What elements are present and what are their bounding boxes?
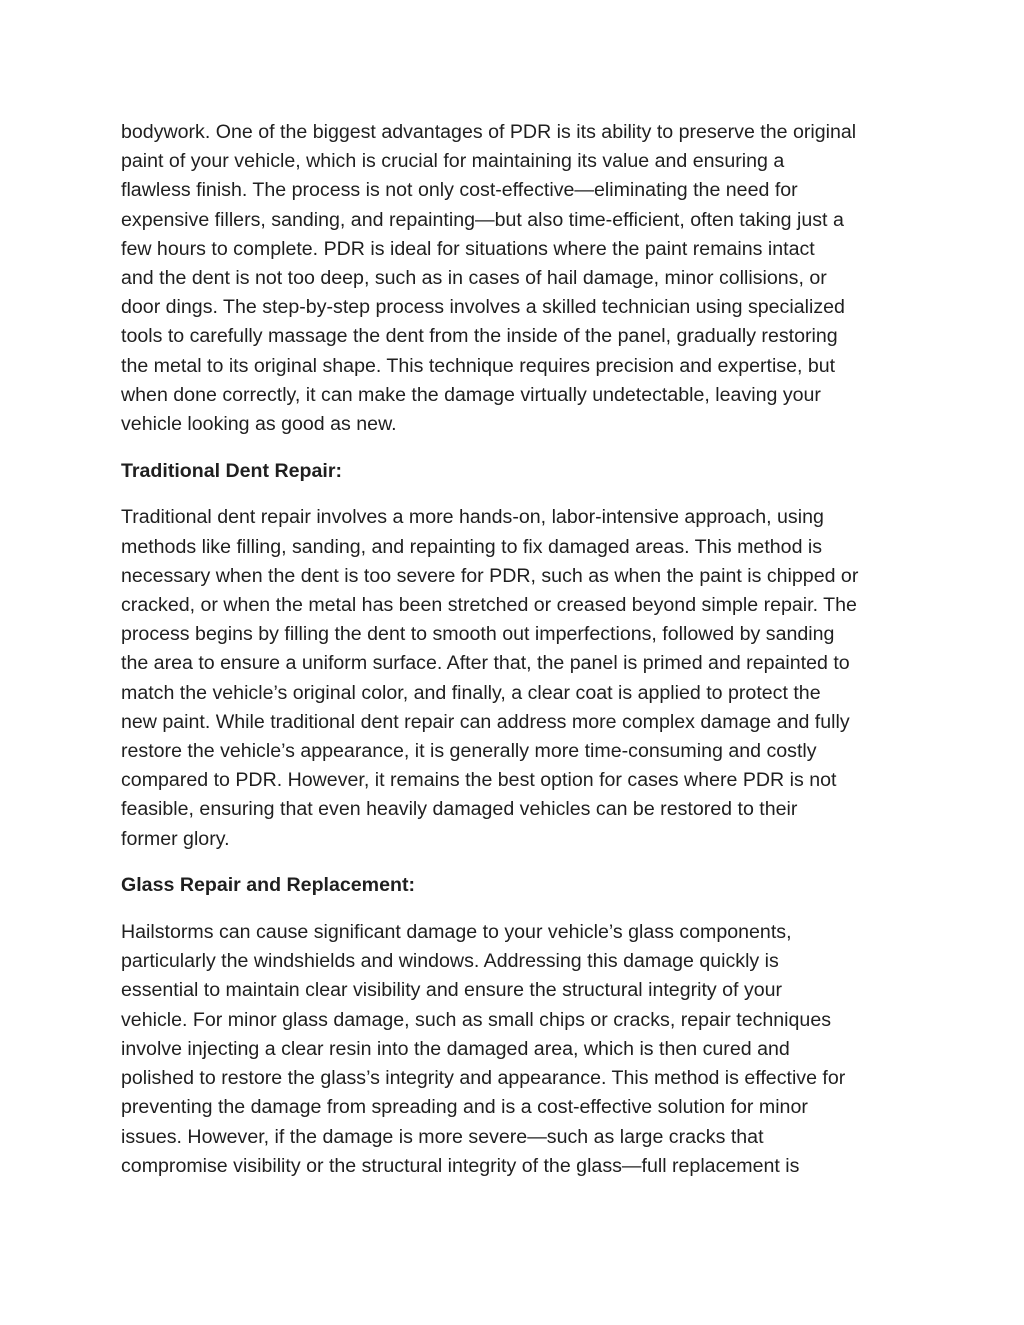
text-line: issues. However, if the damage is more severe—such as large cracks that: [121, 1125, 764, 1148]
text-line: polished to restore the glass’s integrity and appearance. This method is effective for: [121, 1067, 846, 1090]
text-line: compromise visibility or the structural integrity of the glass—full replacement is: [121, 1154, 800, 1177]
text-line: match the vehicle’s original color, and finally, a clear coat is applied to protect the: [121, 681, 821, 704]
text-line: necessary when the dent is too severe for PDR, such as when the paint is chipped or: [121, 564, 859, 587]
paragraph-traditional-dent-repair: [121, 503, 911, 853]
text-line: the metal to its original shape. This technique requires precision and expertise, but: [121, 354, 836, 377]
text-line: cracked, or when the metal has been stretched or creased beyond simple repair. The: [121, 594, 857, 617]
text-line: door dings. The step-by-step process involves a skilled technician using specialized: [121, 296, 845, 319]
text-line: few hours to complete. PDR is ideal for situations where the paint remains intact: [121, 237, 815, 260]
document-page: [121, 118, 911, 1181]
text-line: and the dent is not too deep, such as in cases of hail damage, minor collisions, or: [121, 267, 827, 290]
text-line: Hailstorms can cause significant damage to your vehicle’s glass components,: [121, 921, 792, 944]
text-line: the area to ensure a uniform surface. After that, the panel is primed and repainted to: [121, 652, 850, 675]
paragraph-glass-repair: [121, 918, 911, 1181]
text-line: former glory.: [121, 827, 230, 850]
paragraph-pdr: [121, 118, 911, 439]
text-line: involve injecting a clear resin into the damaged area, which is then cured and: [121, 1037, 790, 1060]
text-line: tools to carefully massage the dent from the inside of the panel, gradually restoring: [121, 325, 838, 348]
text-line: compared to PDR. However, it remains the best option for cases where PDR is not: [121, 769, 837, 792]
text-line: Traditional dent repair involves a more hands-on, labor-intensive approach, using: [121, 506, 824, 529]
text-line: paint of your vehicle, which is crucial for maintaining its value and ensuring a: [121, 150, 785, 173]
text-line: flawless finish. The process is not only cost-effective—eliminating the need for: [121, 179, 798, 202]
text-line: expensive fillers, sanding, and repainting—but also time-efficient, often taking just a: [121, 208, 844, 231]
heading-glass-repair-replacement: Glass Repair and Replacement:: [121, 874, 416, 897]
text-line: vehicle looking as good as new.: [121, 413, 397, 436]
text-line: when done correctly, it can make the damage virtually undetectable, leaving your: [121, 383, 821, 406]
text-line: restore the vehicle’s appearance, it is generally more time-consuming and costly: [121, 740, 817, 763]
text-line: vehicle. For minor glass damage, such as small chips or cracks, repair techniques: [121, 1008, 832, 1031]
text-line: methods like filling, sanding, and repainting to fix damaged areas. This method is: [121, 535, 823, 558]
text-line: new paint. While traditional dent repair can address more complex damage and fully: [121, 710, 850, 733]
text-line: particularly the windshields and windows. Addressing this damage quickly is: [121, 950, 779, 973]
heading-traditional-dent-repair: Traditional Dent Repair:: [121, 459, 343, 482]
text-line: feasible, ensuring that even heavily damaged vehicles can be restored to their: [121, 798, 798, 821]
text-line: essential to maintain clear visibility and ensure the structural integrity of your: [121, 979, 783, 1002]
text-line: bodywork. One of the biggest advantages of PDR is its ability to preserve the original: [121, 121, 857, 143]
text-line: preventing the damage from spreading and is a cost-effective solution for minor: [121, 1096, 808, 1119]
text-line: process begins by filling the dent to smooth out imperfections, followed by sanding: [121, 623, 835, 646]
